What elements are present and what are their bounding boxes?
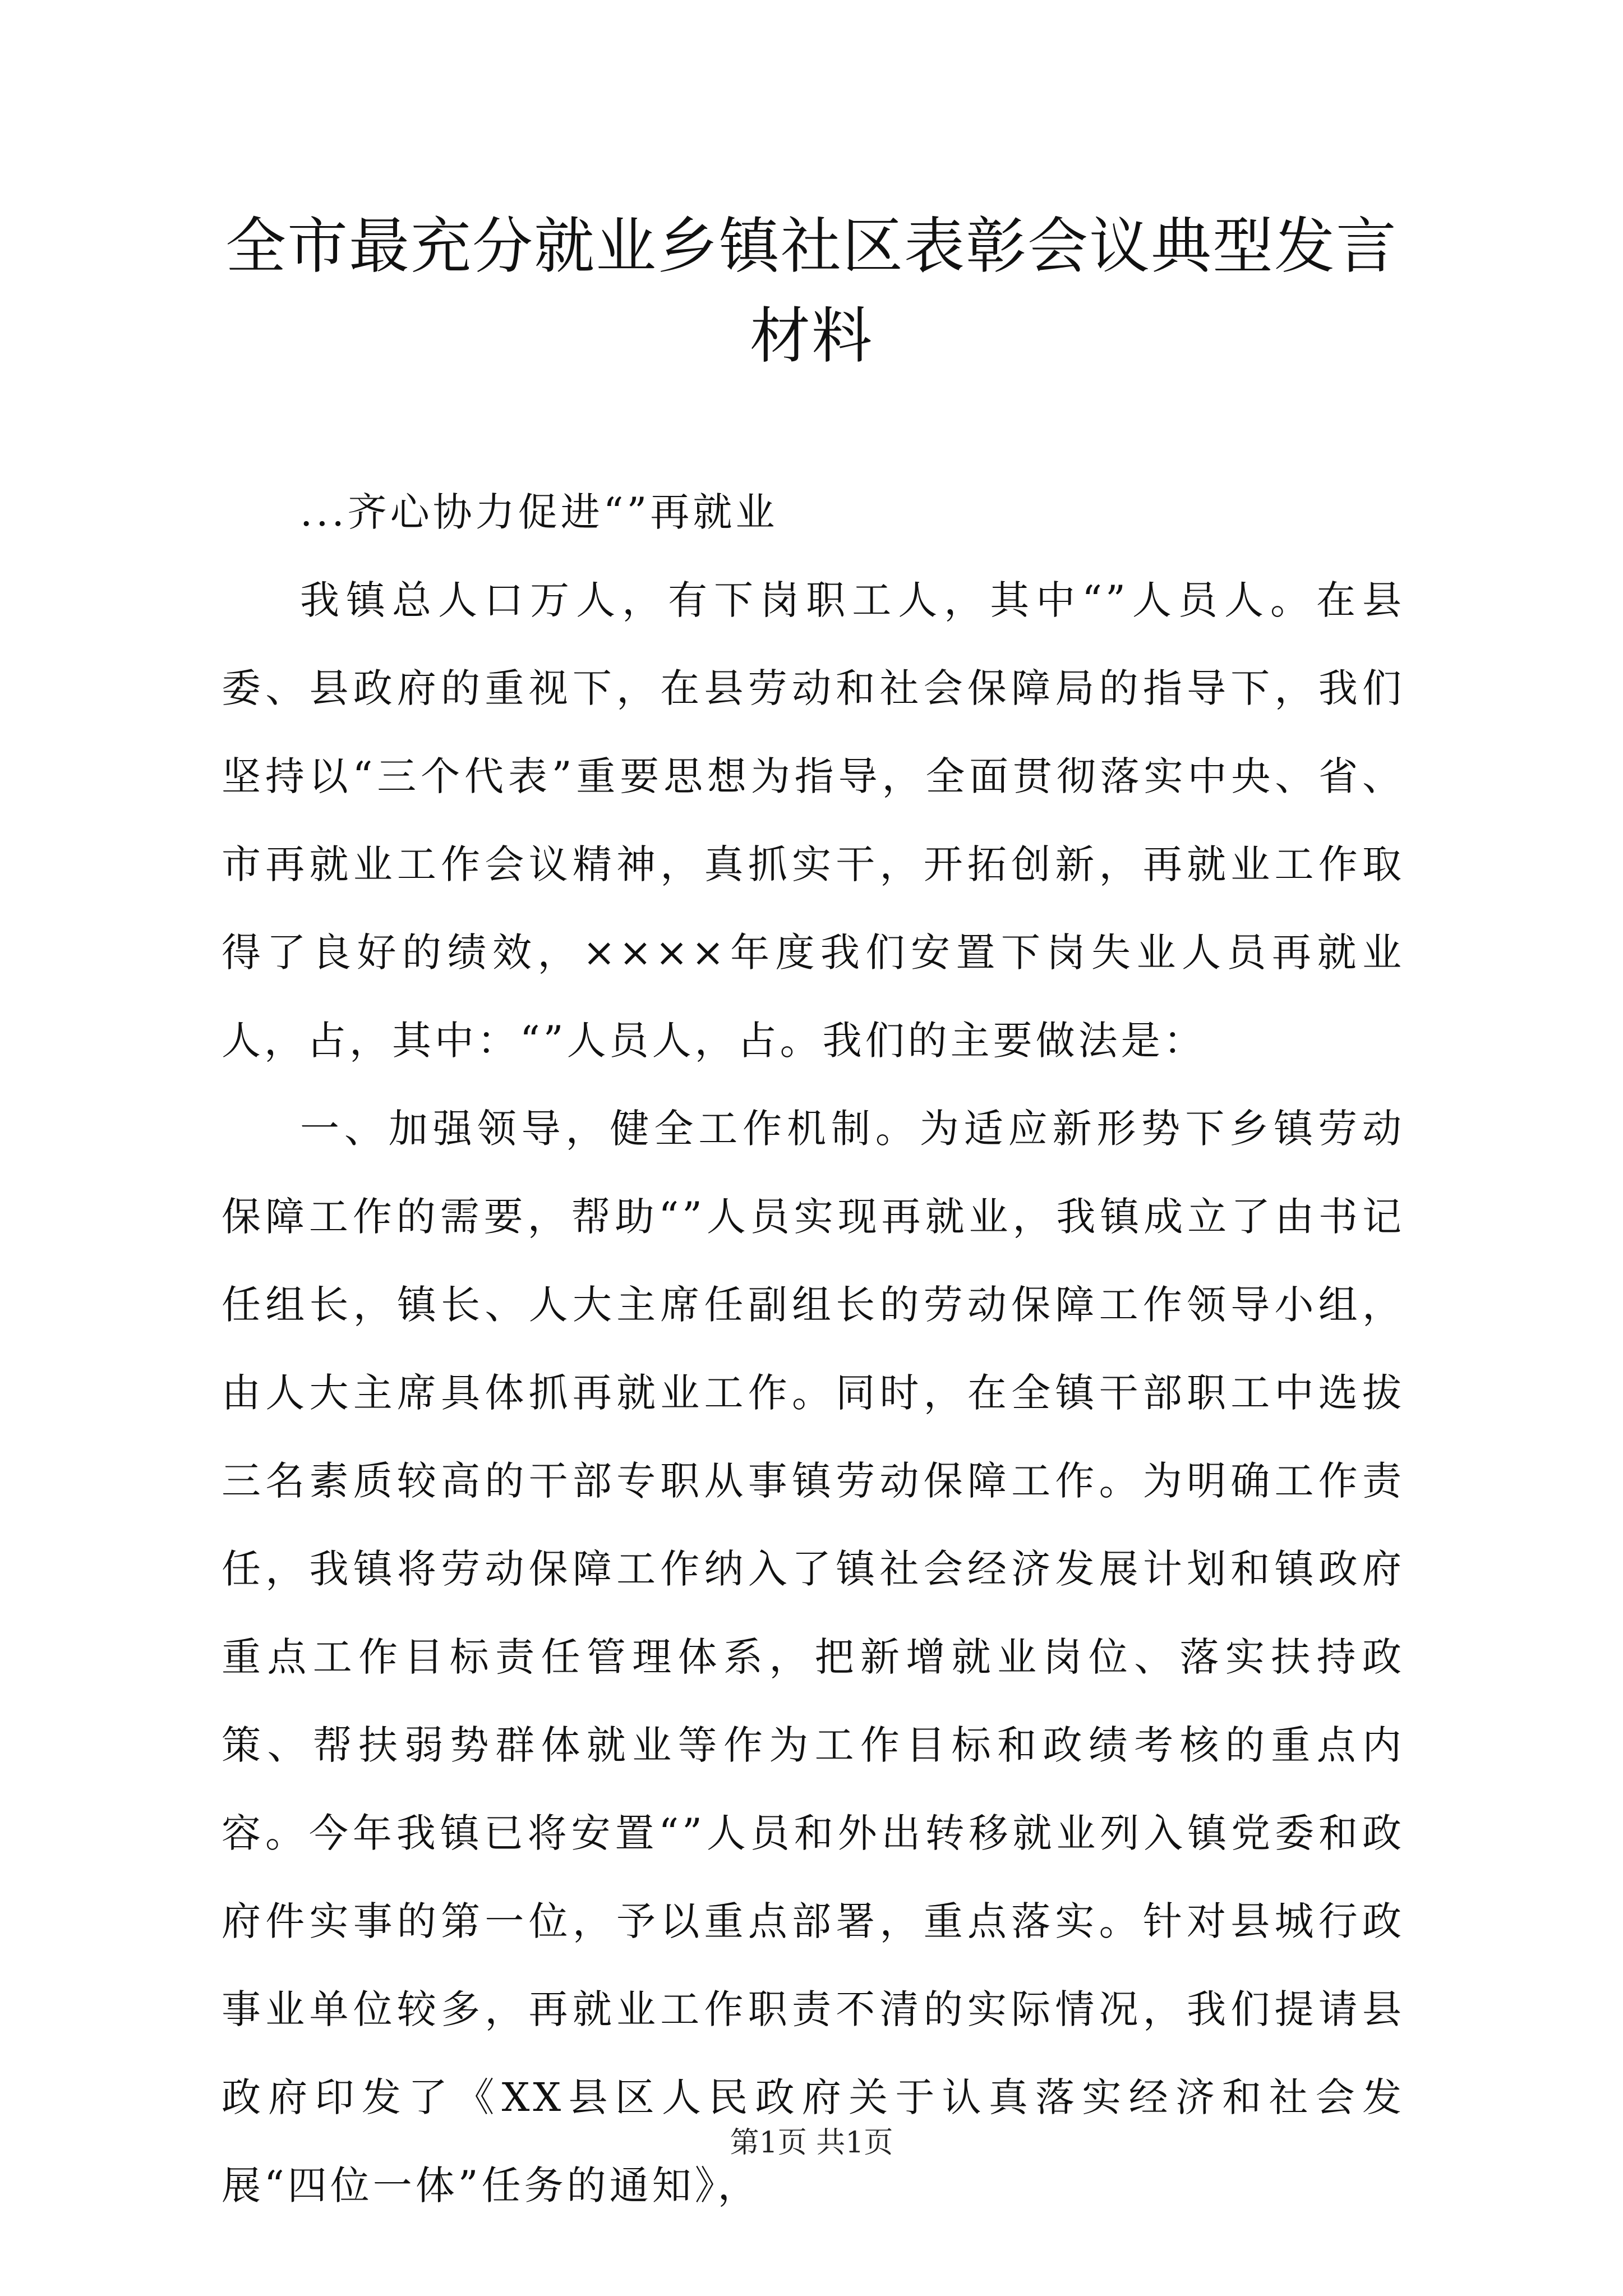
document-body [222, 468, 1405, 2230]
paragraph-intro: 我镇总人口万人，有下岗职工人，其中“”人员人。在县委、县政府的重视下，在县劳动和社会保障局的指导下，我们坚持以“三个代表”重要思想为指导，全面贯彻落实中央、省、市再就业工作会议精神，真抓实干，开拓创新，再就业工作取得了良好的绩效，××××年度我们安置下岗失业人员再就业人，占，其中：“”人员人，占。我们的主要做法是： [222, 577, 1405, 1064]
document-subtitle: ...齐心协力促进“”再就业 [300, 489, 778, 535]
document-title: 全市最充分就业乡镇社区表彰会议典型发言材料 [225, 211, 1398, 371]
page-number-footer: 第1页 共1页 [730, 2126, 893, 2160]
paragraph-section-1: 一、加强领导，健全工作机制。为适应新形势下乡镇劳动保障工作的需要，帮助“”人员实现再就业，我镇成立了由书记任组长，镇长、人大主席任副组长的劳动保障工作领导小组，由人大主席具体抓再就业工作。同时，在全镇干部职工中选拔三名素质较高的干部专职从事镇劳动保障工作。为明确工作责任，我镇将劳动保障工作纳入了镇社会经济发展计划和镇政府重点工作目标责任管理体系，把新增就业岗位、落实扶持政策、帮扶弱势群体就业等作为工作目标和政绩考核的重点内容。今年我镇已将安置“”人员和外出转移就业列入镇党委和政府件实事的第一位，予以重点部署，重点落实。针对县城行政事业单位较多，再就业工作职责不清的实际情况，我们提请县政府印发了《XX县区人民政府关于认真落实经济和社会发展“四位一体”任务的通知》， [222, 1106, 1405, 2208]
